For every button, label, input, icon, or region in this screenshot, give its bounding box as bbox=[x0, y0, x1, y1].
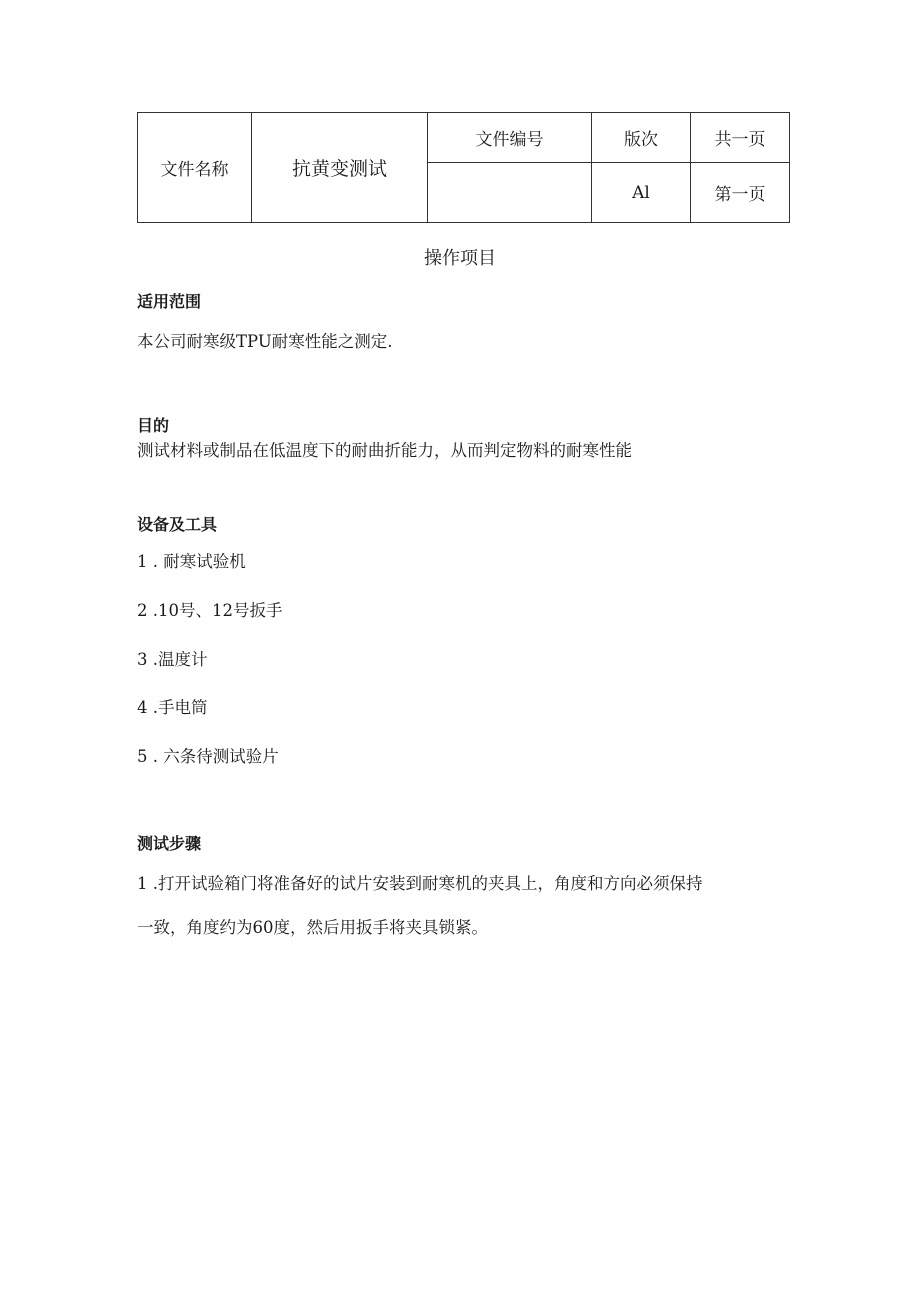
total-pages: 共一页 bbox=[691, 113, 790, 163]
equipment-item: 4 .手电筒 bbox=[137, 698, 208, 717]
page-heading: 操作项目 bbox=[424, 248, 496, 269]
equipment-item: 1 . 耐寒试验机 bbox=[137, 552, 246, 571]
version-value: Al bbox=[592, 163, 691, 223]
purpose-text: 测试材料或制品在低温度下的耐曲折能力，从而判定物料的耐寒性能 bbox=[137, 441, 632, 460]
scope-text: 本公司耐寒级TPU耐寒性能之测定. bbox=[137, 332, 393, 351]
step-line: 一致，角度约为60度，然后用扳手将夹具锁紧。 bbox=[137, 918, 488, 937]
document-header-table bbox=[137, 112, 790, 223]
file-name-label: 文件名称 bbox=[138, 113, 252, 223]
equipment-title: 设备及工具 bbox=[137, 515, 218, 534]
document-title: 抗黄变测试 bbox=[252, 113, 428, 223]
page-number: 第一页 bbox=[691, 163, 790, 223]
file-number-value bbox=[428, 163, 592, 223]
equipment-item: 5 . 六条待测试验片 bbox=[137, 747, 279, 766]
file-number-label: 文件编号 bbox=[428, 113, 592, 163]
equipment-item: 2 .10号、12号扳手 bbox=[137, 601, 283, 620]
scope-title: 适用范围 bbox=[137, 292, 202, 311]
equipment-item: 3 .温度计 bbox=[137, 650, 208, 669]
step-line: 1 .打开试验箱门将准备好的试片安装到耐寒机的夹具上，角度和方向必须保持 bbox=[137, 874, 703, 893]
version-label: 版次 bbox=[592, 113, 691, 163]
purpose-title: 目的 bbox=[137, 416, 170, 435]
steps-title: 测试步骤 bbox=[137, 834, 202, 853]
